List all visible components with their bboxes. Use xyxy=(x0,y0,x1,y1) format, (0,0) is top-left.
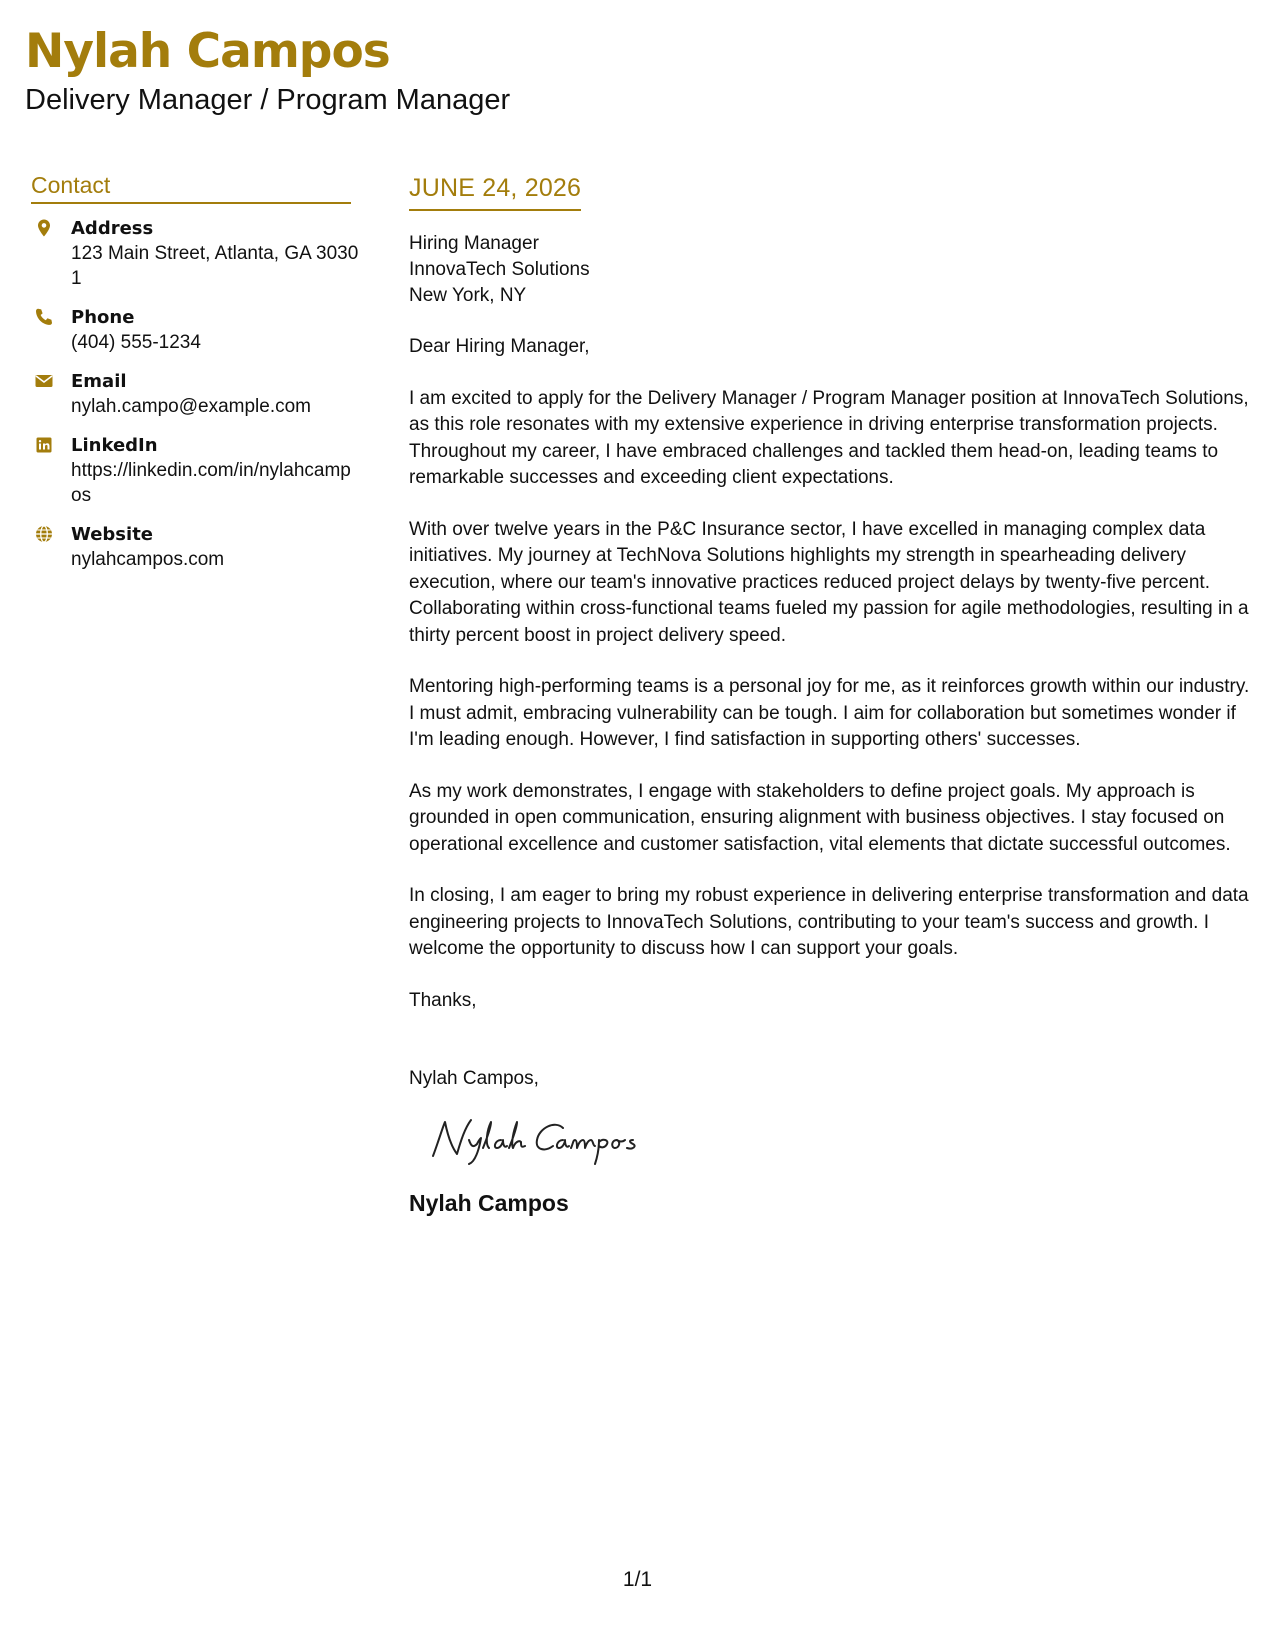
phone-icon xyxy=(34,307,54,327)
recipient-location: New York, NY xyxy=(409,285,527,306)
contact-label: Website xyxy=(71,524,154,545)
greeting: Dear Hiring Manager, xyxy=(409,336,590,357)
letter-body xyxy=(409,174,1254,1217)
contact-value: nylah.campo@example.com xyxy=(71,396,312,417)
handwritten-signature xyxy=(421,1110,661,1170)
envelope-icon xyxy=(34,371,54,391)
globe-icon xyxy=(34,524,54,544)
body-paragraph: In closing, I am eager to bring my robust experience in delivering enterprise transformation and data engineering projects to InnovaTech Solutions, contributing to your team's success and growth. I welcome the opportunity to discuss how I can support your goals. xyxy=(409,885,1249,959)
contact-item-phone xyxy=(31,305,351,355)
contact-label: Email xyxy=(71,371,127,392)
linkedin-icon xyxy=(34,435,54,455)
recipient-name: Hiring Manager xyxy=(409,233,539,254)
contact-item-email xyxy=(31,369,351,419)
contact-label: Address xyxy=(71,218,154,239)
recipient-company: InnovaTech Solutions xyxy=(409,259,590,280)
contact-value: nylahcampos.com xyxy=(71,549,225,570)
applicant-title: Delivery Manager / Program Manager xyxy=(25,84,511,116)
contact-sidebar xyxy=(31,172,359,586)
contact-item-linkedin xyxy=(31,433,351,508)
contact-heading: Contact xyxy=(31,172,351,204)
map-pin-icon xyxy=(34,218,54,238)
contact-value: (404) 555-1234 xyxy=(71,332,201,353)
contact-value: https://linkedin.com/in/nylahcampos xyxy=(71,460,351,506)
printed-name: Nylah Campos xyxy=(409,1189,569,1216)
body-paragraph: I am excited to apply for the Delivery Manager / Program Manager position at InnovaTech Solutions, as this role resonates with my extensive experience in driving enterprise transformation projects. Throughout my career, I have embraced challenges and tackled them head-on, leading teams to remarkable successes and exceeding client expectations. xyxy=(409,387,1249,488)
body-paragraph: With over twelve years in the P&C Insurance sector, I have excelled in managing complex data initiatives. My journey at TechNova Solutions highlights my strength in spearheading delivery execution, where our team's innovative practices reduced project delays by twenty-five percent. Collaborating within cross-functional teams fueled my passion for agile methodologies, resulting in a thirty percent boost in project delivery speed. xyxy=(409,518,1249,646)
contact-label: Phone xyxy=(71,307,135,328)
closing: Thanks, xyxy=(409,989,477,1011)
resume-header xyxy=(25,22,510,118)
contact-item-address xyxy=(31,216,359,291)
page-number: 1/1 xyxy=(622,1568,653,1591)
contact-value: 123 Main Street, Atlanta, GA 30301 xyxy=(71,243,359,289)
sign-off-name: Nylah Campos, xyxy=(409,1067,539,1089)
body-paragraph: As my work demonstrates, I engage with stakeholders to define project goals. My approach is grounded in open communication, ensuring alignment with business objectives. I stay focused on operational excellence and customer satisfaction, vital elements that dictate successful outcomes. xyxy=(409,780,1231,855)
contact-item-website xyxy=(31,522,351,572)
recipient-block xyxy=(409,231,1254,309)
applicant-name: Nylah Campos xyxy=(25,24,390,79)
body-paragraph: Mentoring high-performing teams is a personal joy for me, as it reinforces growth within our industry. I must admit, embracing vulnerability can be tough. I aim for collaboration but sometimes wonder if I'm leading enough. However, I find satisfaction in supporting others' successes. xyxy=(409,676,1250,750)
contact-label: LinkedIn xyxy=(71,435,158,456)
letter-date: JUNE 24, 2026 xyxy=(409,174,581,211)
